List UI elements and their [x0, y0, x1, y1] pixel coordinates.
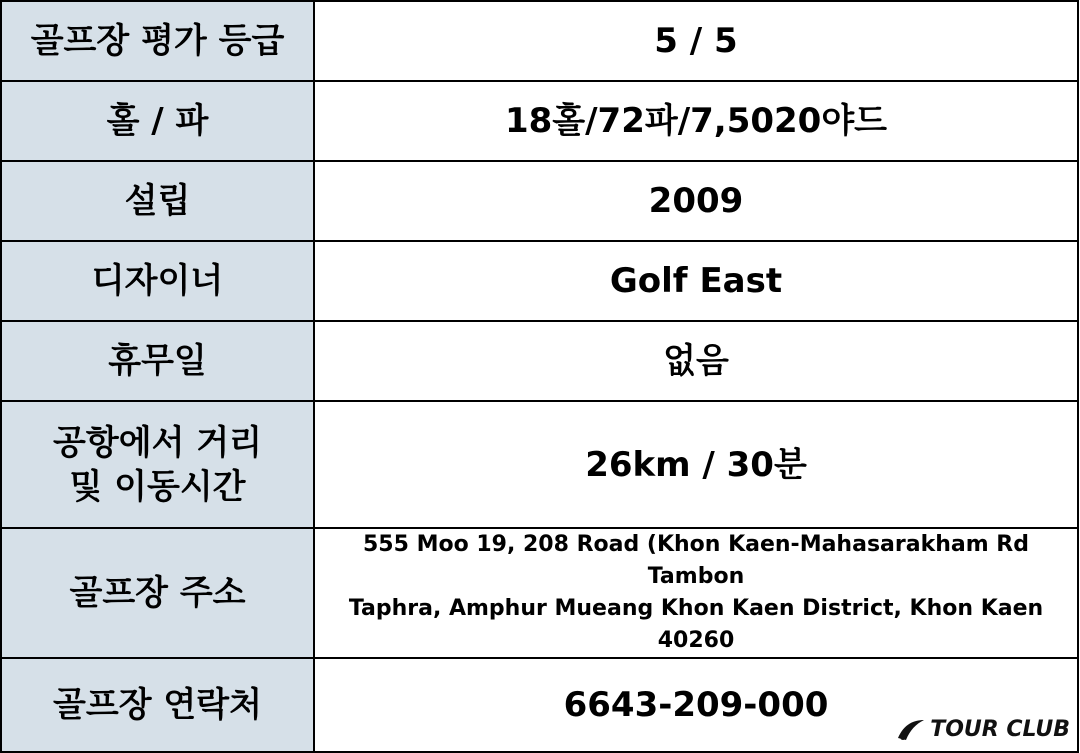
golf-swoosh-icon: [896, 718, 926, 742]
rating-value: 5 / 5: [314, 1, 1078, 81]
table-row: [1, 321, 1078, 401]
established-label: 설립: [1, 161, 314, 241]
table-row: [1, 161, 1078, 241]
brand-logo: [896, 717, 1070, 742]
designer-value: Golf East: [314, 241, 1078, 321]
holes-par-label: 홀 / 파: [1, 81, 314, 161]
table-row: [1, 81, 1078, 161]
brand-name: TOUR CLUB: [930, 717, 1070, 742]
address-label: 골프장 주소: [1, 528, 314, 658]
address-value: 555 Moo 19, 208 Road (Khon Kaen-Mahasarakham Rd Tambon Taphra, Amphur Mueang Khon Kaen District, Khon Kaen 40260: [314, 528, 1078, 658]
airport-distance-value: 26km / 30분: [314, 401, 1078, 528]
holes-par-value: 18홀/72파/7,5020야드: [314, 81, 1078, 161]
designer-label: 디자이너: [1, 241, 314, 321]
table-row: [1, 1, 1078, 81]
rating-label: 골프장 평가 등급: [1, 1, 314, 81]
airport-distance-label: 공항에서 거리 및 이동시간: [1, 401, 314, 528]
established-value: 2009: [314, 161, 1078, 241]
table-row: [1, 401, 1078, 528]
contact-value: 6643-209-000: [314, 658, 1078, 752]
closed-days-value: 없음: [314, 321, 1078, 401]
closed-days-label: 휴무일: [1, 321, 314, 401]
table-row: [1, 241, 1078, 321]
contact-label: 골프장 연락처: [1, 658, 314, 752]
table-row: [1, 528, 1078, 658]
